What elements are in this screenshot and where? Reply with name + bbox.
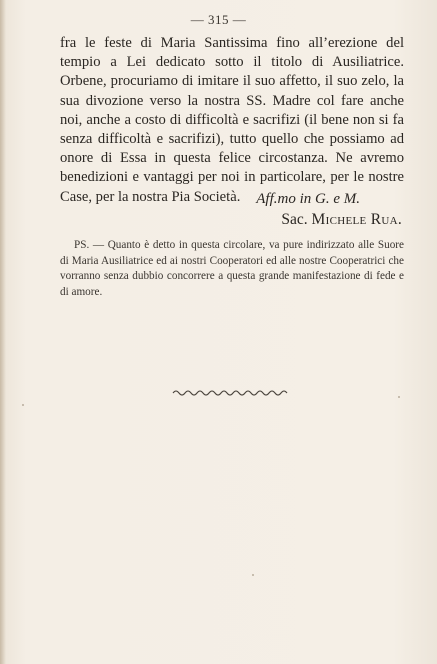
signature [60, 209, 404, 231]
letter-body [60, 34, 404, 207]
letter-closing [60, 189, 404, 231]
paper-speck [252, 574, 254, 576]
wavy-ornament [171, 387, 289, 399]
paper-speck [22, 404, 24, 406]
closing-salutation: Aff.mo in G. e M. [256, 191, 360, 207]
postscript [60, 238, 404, 300]
page-edge-shadow [0, 0, 6, 664]
postscript-text: PS. — Quanto è detto in questa circolare, va pure indirizzato alle Suore di Maria Ausiliatrice ed ai nostri Cooperatori ed alle nostre Cooperatrici che vorranno senza dubbio concorrere a questa grande manifestazione di fede e di amore. [60, 239, 404, 298]
signature-prefix: Sac. [281, 211, 308, 228]
page-number: — 315 — [190, 12, 247, 27]
paper-speck [398, 396, 400, 398]
signature-name: Michele Rua. [311, 211, 402, 228]
body-paragraph: fra le feste di Maria Santissima fino all’erezione del tempio a Lei dedicato sotto il titolo di Ausiliatrice. Orbene, procuriamo di imitare il suo affetto, il suo zelo, la sua divozione verso la nostra SS. Madre col fare anche noi, anche a costo di difficoltà e sacrifizi (il bene non si fa senza difficoltà e sacrifizi), tutto quello che possiamo ad onore di Essa in questa felice circostanza. Ne avremo benedizioni e vantaggi per noi in particolare, per le nostre Case, per la nostra Pia Società. [60, 35, 404, 205]
